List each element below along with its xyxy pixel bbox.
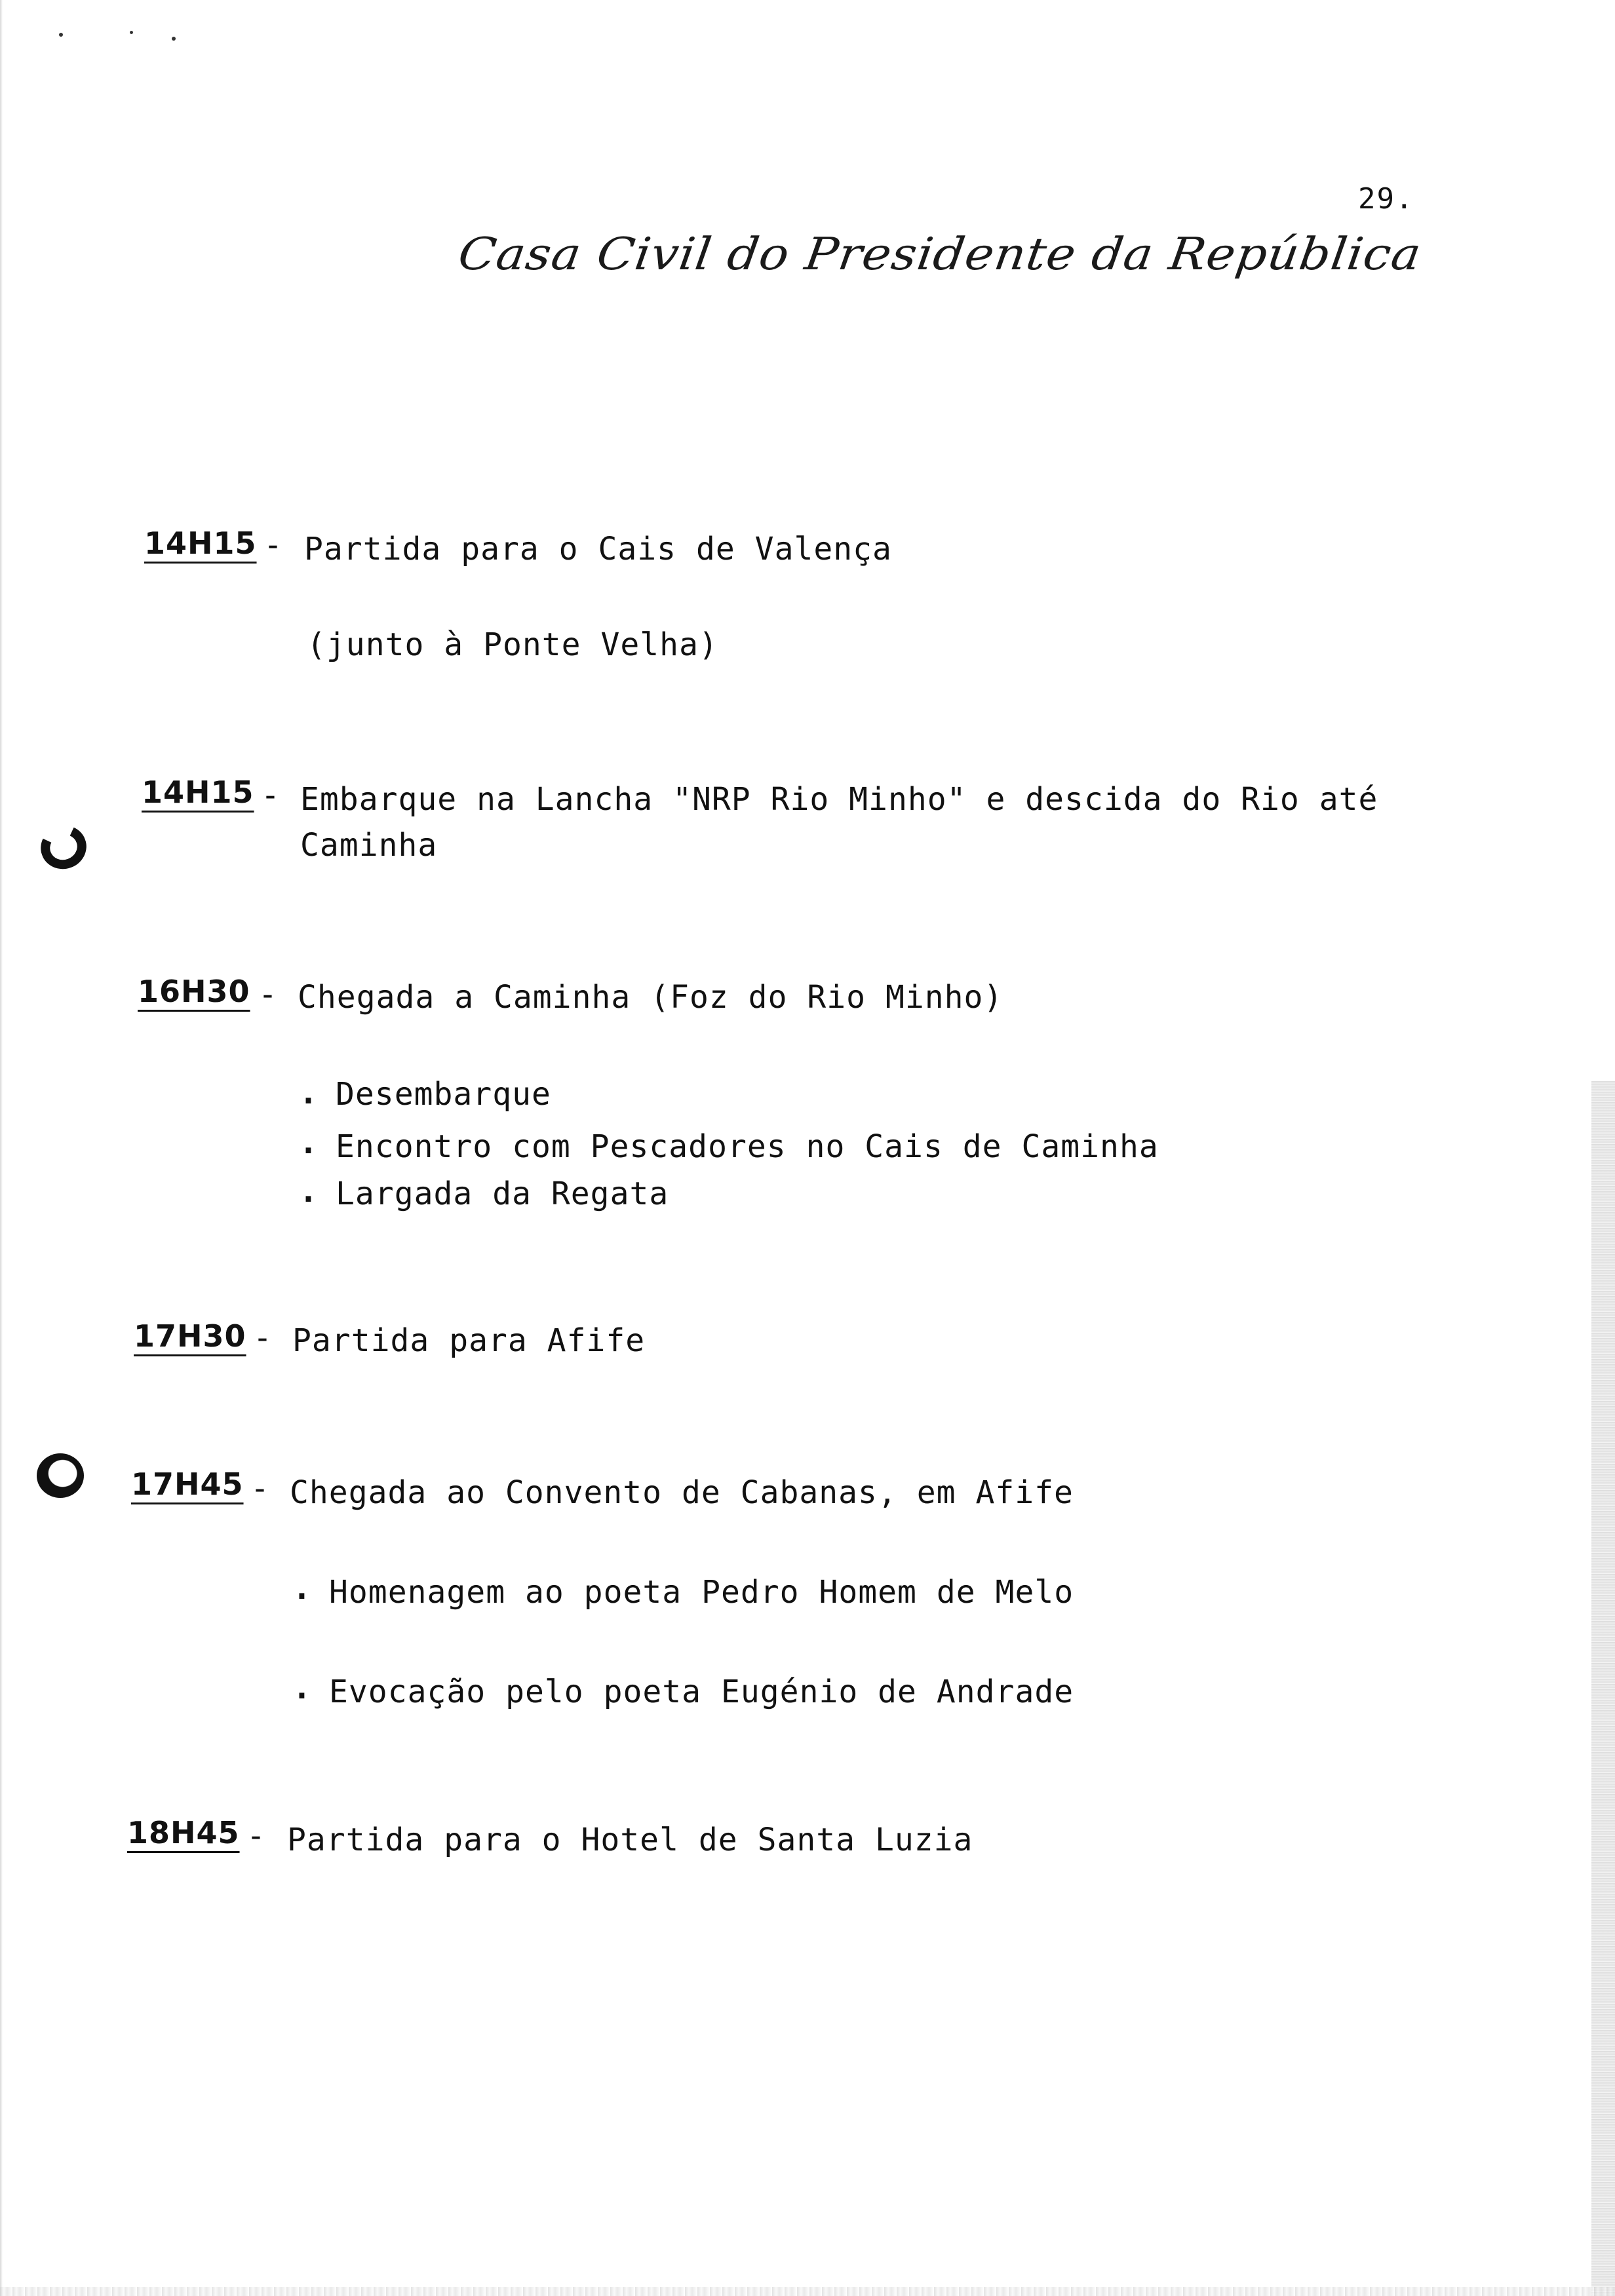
entry-dash: - — [263, 527, 282, 564]
bullet-marker: . — [292, 1670, 311, 1706]
bullet-marker: . — [299, 1075, 318, 1111]
entry-time: 17H30 — [134, 1318, 246, 1354]
letterhead — [455, 226, 1425, 305]
scan-speck — [59, 33, 63, 37]
scan-edge-bottom — [0, 2287, 1615, 2296]
entry-time: 18H45 — [127, 1815, 240, 1850]
entry-time: 16H30 — [138, 974, 250, 1009]
punch-hole — [37, 1453, 84, 1498]
entry-text: Chegada ao Convento de Cabanas, em Afife — [290, 1474, 1074, 1511]
entry-text: Partida para o Cais de Valença — [304, 531, 892, 567]
letterhead-text: Casa Civil do Presidente da República — [455, 228, 1425, 280]
bullet-text: Largada da Regata — [336, 1176, 669, 1212]
punch-hole — [35, 819, 92, 875]
bullet-marker: . — [299, 1124, 318, 1161]
entry-text: (junto à Ponte Velha) — [307, 626, 718, 663]
entry-text: Partida para Afife — [292, 1322, 646, 1359]
scan-edge-left — [0, 0, 3, 2296]
scan-speck — [130, 31, 133, 34]
entry-dash: - — [250, 1470, 269, 1507]
entry-time: 14H15 — [142, 775, 254, 810]
entry-text: Chegada a Caminha (Foz do Rio Minho) — [298, 979, 1003, 1016]
entry-text: Partida para o Hotel de Santa Luzia — [287, 1822, 973, 1858]
entry-text: Caminha — [300, 827, 438, 864]
bullet-marker: . — [292, 1570, 311, 1607]
entry-dash: - — [261, 777, 280, 814]
scan-edge-right — [1591, 1081, 1615, 2296]
bullet-text: Desembarque — [336, 1076, 551, 1113]
bullet-text: Homenagem ao poeta Pedro Homem de Melo — [329, 1574, 1074, 1611]
bullet-text: Encontro com Pescadores no Cais de Caminha — [336, 1128, 1159, 1165]
entry-time: 17H45 — [131, 1466, 244, 1502]
entry-dash: - — [246, 1818, 265, 1854]
entry-time: 14H15 — [144, 526, 257, 561]
entry-dash: - — [258, 976, 277, 1013]
entry-dash: - — [253, 1320, 272, 1356]
entry-text: Embarque na Lancha "NRP Rio Minho" e descida do Rio até — [300, 781, 1378, 818]
scan-speck — [172, 37, 176, 41]
bullet-marker: . — [299, 1173, 318, 1210]
page-number: 29. — [1358, 182, 1414, 216]
bullet-text: Evocação pelo poeta Eugénio de Andrade — [329, 1674, 1074, 1710]
